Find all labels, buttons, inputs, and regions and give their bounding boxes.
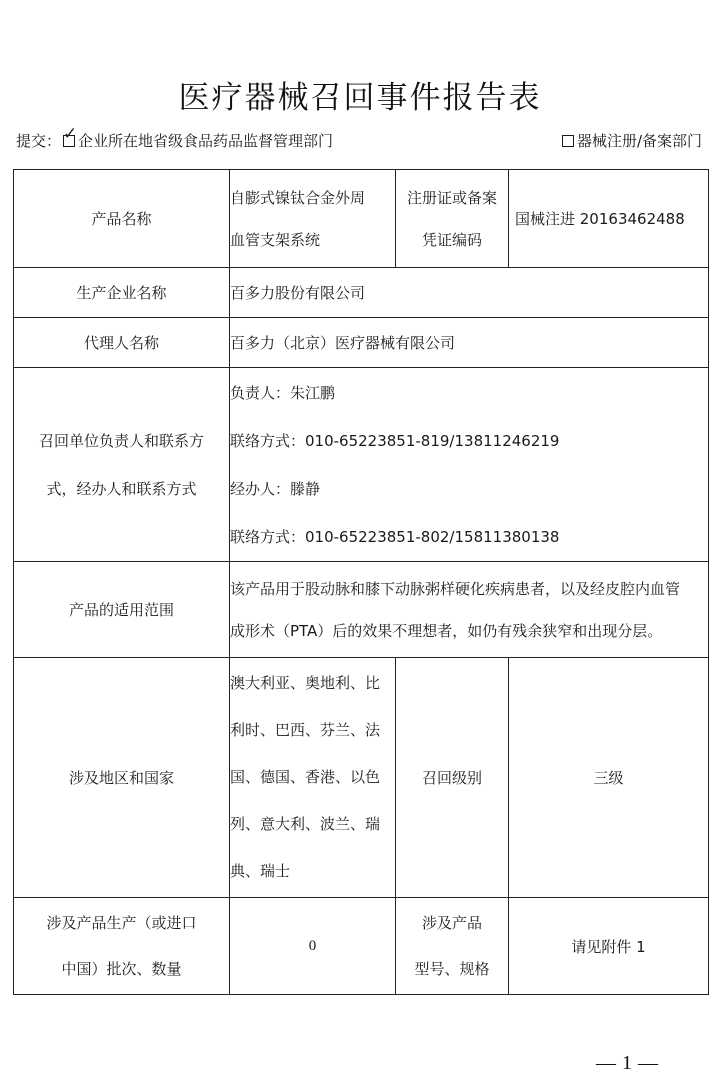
batch-label-line: 中国）批次、数量 [61,960,182,978]
table-row [14,898,709,995]
model-value: 请见附件 1 [509,898,709,995]
agent-label: 代理人名称 [14,318,230,368]
scope-line: 该产品用于股动脉和膝下动脉粥样硬化疾病患者，以及经皮腔内血管 [230,579,681,598]
provincial-checkbox[interactable] [63,124,78,147]
registration-option-label: 器械注册/备案部门 [576,132,702,150]
submit-line [16,124,702,154]
table-row [14,268,709,318]
regions-line: 国、德国、香港、以色 [230,768,381,786]
page-number: —1— [596,1052,664,1074]
registration-checkbox[interactable] [562,135,574,147]
regions-line: 典、瑞士 [230,862,291,880]
table-row [14,658,709,898]
registration-value: 国械注进 20163462488 [509,170,709,268]
contact-label-line: 召回单位负责人和联系方 [38,431,204,450]
model-label [396,898,509,995]
batch-value: 0 [230,898,396,995]
regions-label: 涉及地区和国家 [14,658,230,898]
product-name-value [230,170,396,268]
responsible-person: 负责人：朱江鹏 [230,383,336,402]
recall-level-label: 召回级别 [396,658,509,898]
table-row [14,318,709,368]
scope-value [230,562,709,658]
registration-label [396,170,509,268]
scope-line: 成形术（PTA）后的效果不理想者，如仍有残余狭窄和出现分层。 [230,621,663,640]
table-row [14,368,709,562]
product-name-line: 自膨式镍钛合金外周 [230,188,366,207]
recall-level-value: 三级 [509,658,709,898]
regions-line: 利时、巴西、芬兰、法 [230,721,381,739]
product-name-line: 血管支架系统 [230,230,321,249]
model-label-line: 涉及产品 [421,914,482,932]
contact-label-line: 式，经办人和联系方式 [46,479,197,498]
responsible-contact: 联络方式：010-65223851-819/13811246219 [230,431,560,450]
submit-registration-option [560,130,702,151]
batch-label-line: 涉及产品生产（或进口 [46,914,197,932]
registration-label-line: 注册证或备案 [406,188,497,207]
handler-contact: 联络方式：010-65223851-802/15811380138 [230,527,560,546]
contact-details [230,368,709,562]
contact-label [14,368,230,562]
recall-report-table [13,169,709,995]
regions-line: 澳大利亚、奥地利、比 [230,674,381,692]
table-row [14,170,709,268]
table-row [14,562,709,658]
batch-label [14,898,230,995]
product-name-label: 产品名称 [14,170,230,268]
registration-label-line: 凭证编码 [421,230,482,249]
provincial-option-label: 企业所在地省级食品药品监督管理部门 [78,132,334,150]
regions-line: 列、意大利、波兰、瑞 [230,815,381,833]
form-title: 医疗器械召回事件报告表 [178,80,542,116]
handler-person: 经办人：滕静 [230,479,321,498]
manufacturer-label: 生产企业名称 [14,268,230,318]
model-label-line: 型号、规格 [414,960,490,978]
submit-provincial-option [16,124,334,151]
submit-label: 提交： [16,132,62,150]
agent-value: 百多力（北京）医疗器械有限公司 [230,318,709,368]
checkmark-icon: ✓ [63,124,78,144]
manufacturer-value: 百多力股份有限公司 [230,268,709,318]
regions-value [230,658,396,898]
scope-label: 产品的适用范围 [14,562,230,658]
